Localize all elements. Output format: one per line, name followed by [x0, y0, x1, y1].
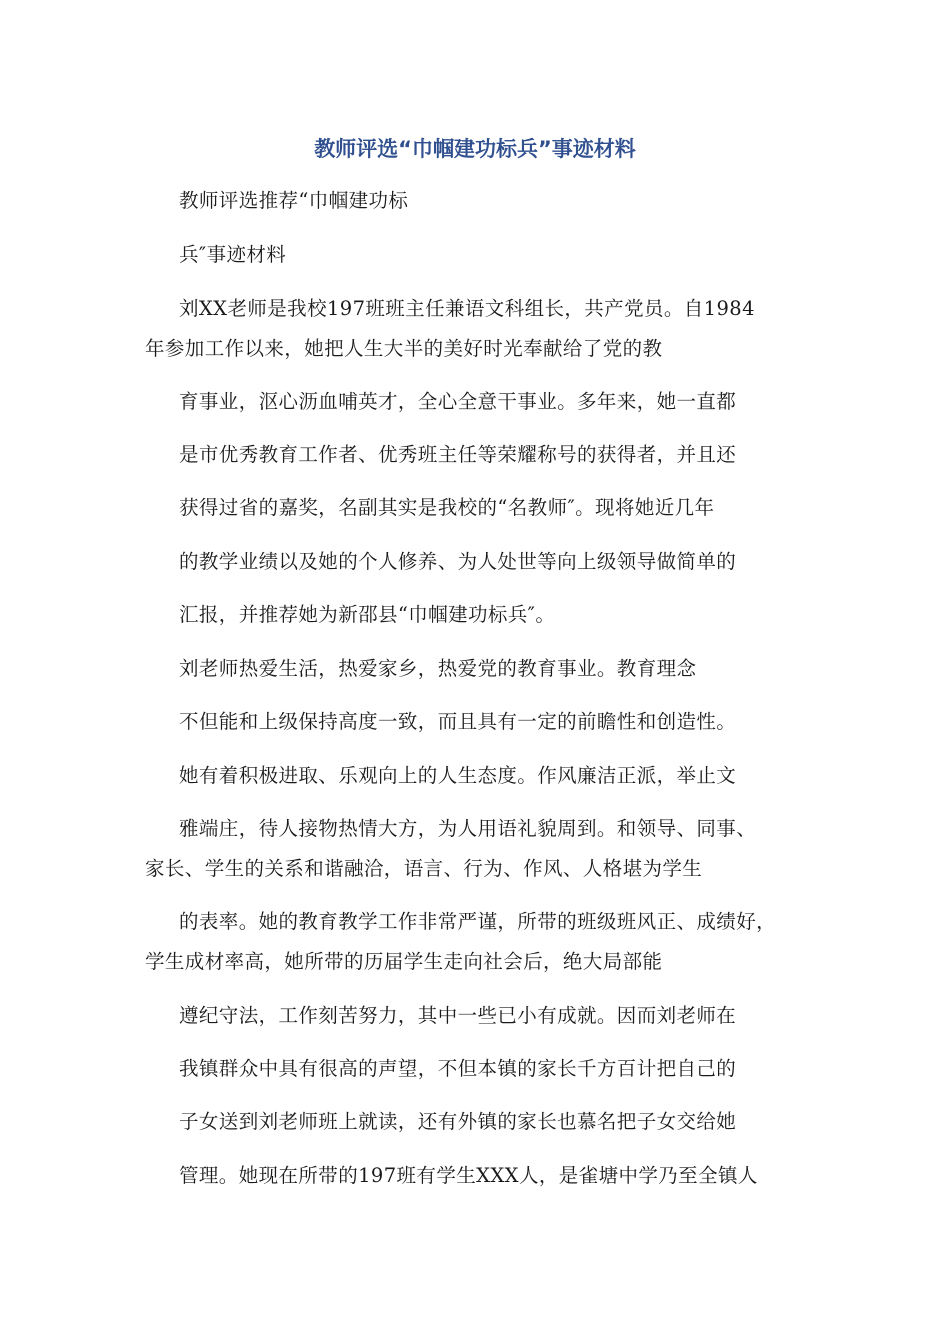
paragraph-line: 刘老师热爱生活，热爱家乡，热爱党的教育事业。教育理念: [179, 657, 697, 680]
paragraph-line: 我镇群众中具有很高的声望，不但本镇的家长千方百计把自己的: [179, 1057, 737, 1080]
paragraph-line: 兵″事迹材料: [179, 243, 287, 266]
paragraph-line: 育事业，沤心沥血哺英才，全心全意干事业。多年来，她一直都: [179, 390, 737, 413]
paragraph-line: 子女送到刘老师班上就读，还有外镇的家长也慕名把子女交给她: [179, 1110, 737, 1133]
document-title: 教师评选“巾帼建功标兵”事迹材料: [314, 137, 636, 161]
paragraph-line: 不但能和上级保持高度一致，而且具有一定的前瞻性和创造性。: [179, 710, 737, 733]
paragraph-line: 的教学业绩以及她的个人修养、为人处世等向上级领导做简单的: [179, 550, 737, 573]
paragraph-line: 汇报，并推荐她为新邵县“巾帼建功标兵″。: [179, 603, 556, 626]
paragraph-line: 她有着积极进取、乐观向上的人生态度。作风廉洁正派，举止文: [179, 764, 737, 787]
paragraph-line: 家长、学生的关系和谐融洽，语言、行为、作风、人格堪为学生: [145, 857, 703, 880]
paragraph-line: 获得过省的嘉奖，名副其实是我校的“名教师″。现将她近几年: [179, 496, 715, 519]
paragraph-line: 管理。她现在所带的197班有学生XXX人，是雀塘中学乃至全镇人: [179, 1164, 758, 1187]
paragraph-line: 教师评选推荐“巾帼建功标: [179, 189, 409, 212]
paragraph-line: 年参加工作以来，她把人生大半的美好时光奉献给了党的教: [145, 337, 663, 360]
paragraph-line: 的表率。她的教育教学工作非常严谨，所带的班级班风正、成绩好，: [179, 910, 777, 933]
paragraph-line: 学生成材率高，她所带的历届学生走向社会后，绝大局部能: [145, 950, 663, 973]
paragraph-line: 是市优秀教育工作者、优秀班主任等荣耀称号的获得者，并且还: [179, 443, 737, 466]
paragraph-line: 雅端庄，待人接物热情大方，为人用语礼貌周到。和领导、同事、: [179, 817, 757, 840]
paragraph-line: 刘XX老师是我校197班班主任兼语文科组长，共产党员。自1984: [179, 297, 755, 320]
paragraph-line: 遵纪守法，工作刻苦努力，其中一些已小有成就。因而刘老师在: [179, 1004, 737, 1027]
